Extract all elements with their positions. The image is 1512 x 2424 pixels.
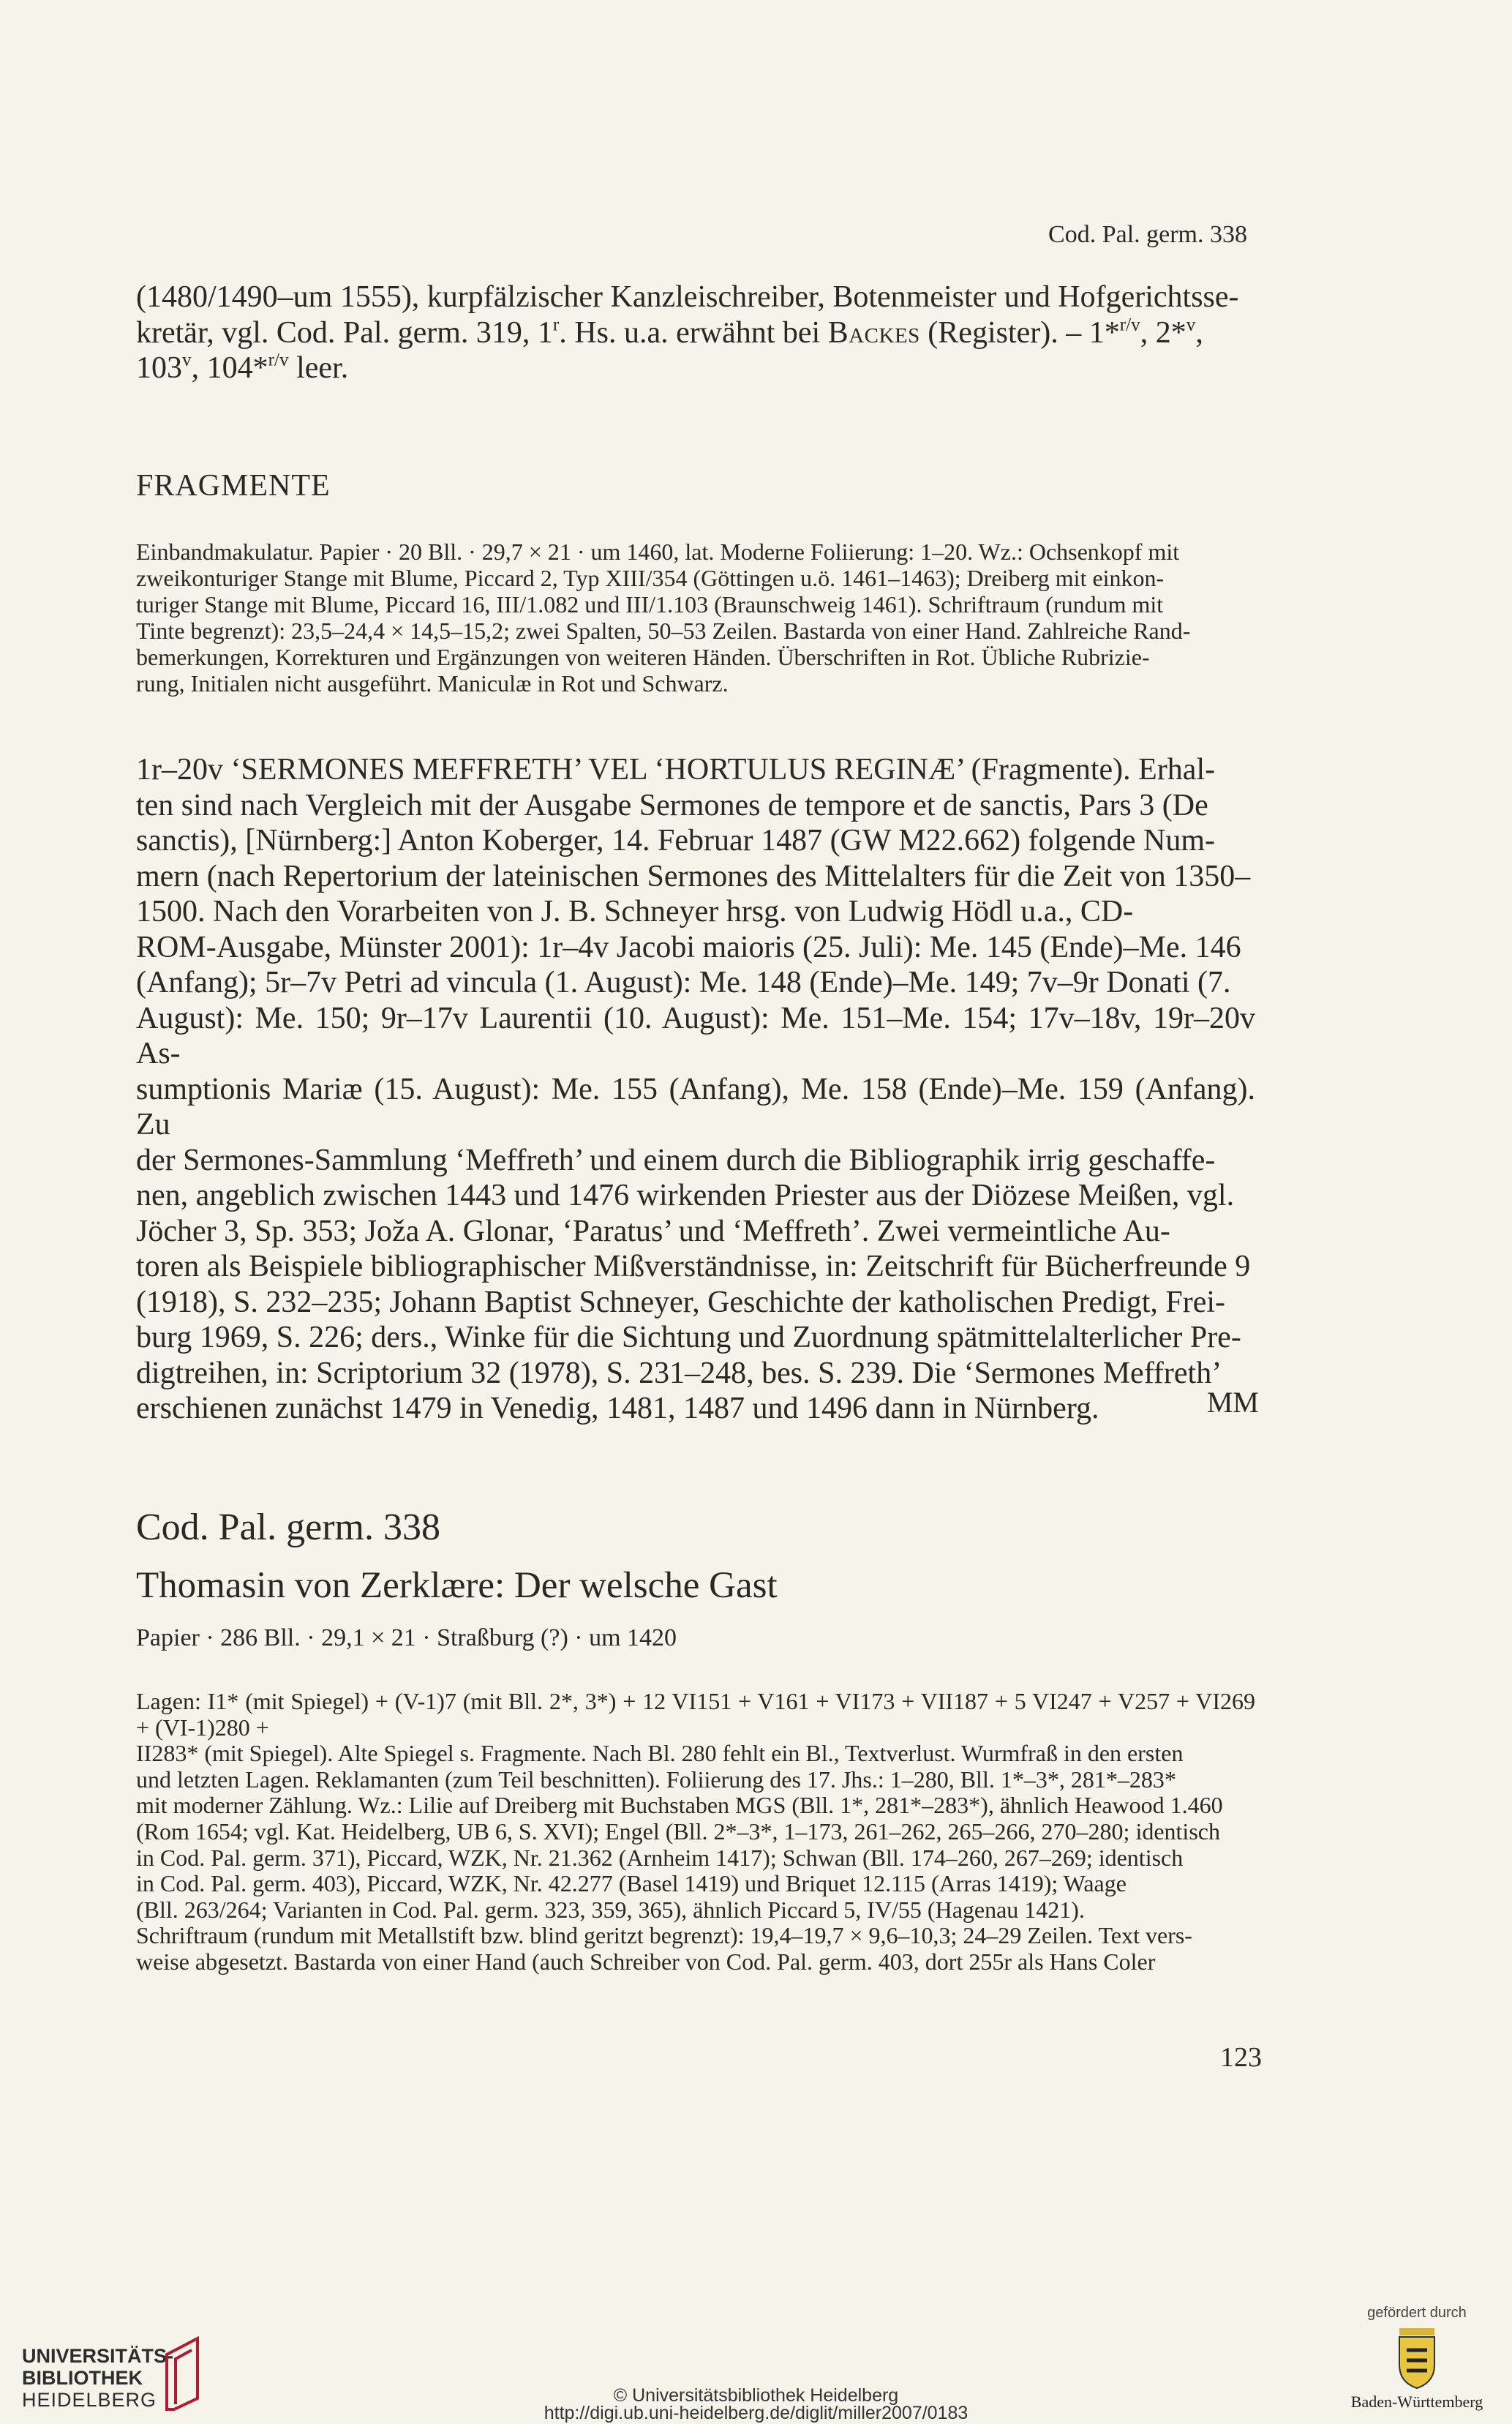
library-name-line: HEIDELBERG [22,2389,157,2411]
sermones-line: (1918), S. 232–235; Johann Baptist Schneyer, Geschichte der katholischen Predigt, Frei- [136,1285,1226,1319]
sermones-line: 1500. Nach den Vorarbeiten von J. B. Schneyer hrsg. von Ludwig Hödl u.a., CD- [136,895,1134,928]
permalink-url[interactable]: http://digi.ub.uni-heidelberg.de/diglit/miller2007/0183 [544,2403,968,2423]
codex-summary: Papier · 286 Bll. · 29,1 × 21 · Straßburg (?) · um 1420 [136,1624,677,1651]
fragments-line: Tinte begrenzt): 23,5–24,4 × 14,5–15,2; zwei Spalten, 50–53 Zeilen. Bastarda von einer Hand. Zahlreiche Rand- [136,618,1191,644]
fragments-line: Einbandmakulatur. Papier · 20 Bll. · 29,7 × 21 · um 1460, lat. Moderne Foliierung: 1–20. Wz.: Ochsenkopf mit [136,539,1180,565]
running-head: Cod. Pal. germ. 338 [1048,221,1247,248]
intro-line-3: 103$^v$, 104*$^{r/v}$ leer. [136,350,349,385]
sermones-line: August): Me. 150; 9r–17v Laurentii (10. August): Me. 151–Me. 154; 17v–18v, 19r–20v As- [136,1001,1255,1070]
library-name-line: BIBLIOTHEK [22,2367,143,2389]
fragments-line: turiger Stange mit Blume, Piccard 16, III/1.082 und III/1.103 (Braunschweig 1461). Schriftraum (rundum mit [136,591,1164,618]
lagen-line: Lagen: I1* (mit Spiegel) + (V-1)7 (mit Bll. 2*, 3*) + 12 VI151 + V161 + VI173 + VII187 + 5 VI247 + V257 + VI269 + (VI-1)280 + [136,1688,1255,1741]
lagen-line: in Cod. Pal. germ. 403), Piccard, WZK, Nr. 42.277 (Basel 1419) und Briquet 12.115 (Arras 1419); Waage [136,1870,1127,1897]
lagen-line: in Cod. Pal. germ. 371), Piccard, WZK, Nr. 21.362 (Arnheim 1417); Schwan (Bll. 174–260, 267–269; identisch [136,1844,1184,1871]
lagen-line: (Rom 1654; vgl. Kat. Heidelberg, UB 6, S. XVI); Engel (Bll. 2*–3*, 1–173, 261–262, 265–266, 270–280; identisch [136,1817,1220,1845]
fragments-description [136,539,1255,697]
lagen-line: weise abgesetzt. Bastarda von einer Hand (auch Schreiber von Cod. Pal. germ. 403, dort 255r als Hans Coler [136,1948,1156,1975]
library-name-line: UNIVERSITÄTS- [22,2345,174,2367]
lagen-line: Schriftraum (rundum mit Metallstift bzw. blind geritzt begrenzt): 19,4–19,7 × 9,6–10,3; 24–29 Zeilen. Text vers- [136,1922,1192,1949]
sermones-line: erschienen zunächst 1479 in Venedig, 1481, 1487 und 1496 dann in Nürnberg. [136,1392,1099,1425]
copyright-notice: © Universitätsbibliothek Heidelberg [613,2385,899,2406]
page-number: 123 [1220,2042,1262,2073]
sermones-line: toren als Beispiele bibliographischer Mißverständnisse, in: Zeitschrift für Bücherfreunde 9 [136,1250,1251,1283]
sermones-paragraph [136,752,1255,1427]
author-signature: MM [1206,1386,1259,1419]
lagen-line: mit moderner Zählung. Wz.: Lilie auf Dreiberg mit Buchstaben MGS (Bll. 1*, 281*–283*), ähnlich Heawood 1.460 [136,1792,1223,1819]
fragments-line: rung, Initialen nicht ausgeführt. Maniculæ in Rot und Schwarz. [136,670,729,697]
coat-of-arms-icon [1395,2325,1439,2393]
lagen-line: und letzten Lagen. Reklamanten (zum Teil beschnitten). Foliierung des 17. Jhs.: 1–280, Bll. 1*–3*, 281*–283* [136,1766,1176,1793]
sermones-line: burg 1969, S. 226; ders., Winke für die Sichtung und Zuordnung spätmittelalterlicher Pre- [136,1321,1241,1354]
intro-line-1: (1480/1490–um 1555), kurpfälzischer Kanzleischreiber, Botenmeister und Hofgerichtsse- [136,280,1239,314]
sermones-line: ROM-Ausgabe, Münster 2001): 1r–4v Jacobi maioris (25. Juli): Me. 145 (Ende)–Me. 146 [136,930,1241,964]
sermones-line: sanctis), [Nürnberg:] Anton Koberger, 14. Februar 1487 (GW M22.662) folgende Num- [136,824,1216,858]
fragments-line: zweikonturiger Stange mit Blume, Piccard 2, Typ XIII/354 (Göttingen u.ö. 1461–1463); Dreiberg mit einkon- [136,565,1165,591]
funder-name: Baden-Württemberg [1350,2393,1483,2411]
codex-title: Cod. Pal. germ. 338 [136,1506,440,1548]
lagen-line: II283* (mit Spiegel). Alte Spiegel s. Fragmente. Nach Bl. 280 fehlt ein Bl., Textverlust. Wurmfraß in den ersten [136,1740,1184,1767]
sermones-line: der Sermones-Sammlung ‘Meffreth’ und einem durch die Bibliographik irrig geschaffe- [136,1143,1216,1177]
sermones-line: nen, angeblich zwischen 1443 und 1476 wirkenden Priester aus der Diözese Meißen, vgl. [136,1179,1235,1212]
intro-paragraph [136,279,1255,386]
lagen-paragraph [136,1689,1255,1975]
lagen-line: (Bll. 263/264; Varianten in Cod. Pal. germ. 323, 359, 365), ähnlich Piccard 5, IV/55 (Hagenau 1421). [136,1896,1085,1923]
work-title: Thomasin von Zerklære: Der welsche Gast [136,1565,778,1606]
fragments-line: bemerkungen, Korrekturen und Ergänzungen von weiteren Händen. Überschriften in Rot. Übliche Rubrizie- [136,644,1150,670]
footer-bar [0,2305,1512,2423]
sermones-line: sumptionis Mariæ (15. August): Me. 155 (Anfang), Me. 158 (Ende)–Me. 159 (Anfang). Zu [136,1072,1255,1141]
intro-line-2: kretär, vgl. Cod. Pal. germ. 319, 1$^r$. Hs. u.a. erwähnt bei Backes (Register). – 1*$^{r/v}$, 2*$^v$, [136,315,1203,350]
sermones-line: mern (nach Repertorium der lateinischen Sermones des Mittelalters für die Zeit von 1350– [136,859,1251,893]
sermones-line: ten sind nach Vergleich mit der Ausgabe Sermones de tempore et de sanctis, Pars 3 (De [136,788,1208,822]
sermones-line: Jöcher 3, Sp. 353; Joža A. Glonar, ‘Paratus’ und ‘Meffreth’. Zwei vermeintliche Au- [136,1214,1170,1248]
sermones-line: 1r–20v ‘SERMONES MEFFRETH’ VEL ‘HORTULUS REGINÆ’ (Fragmente). Erhal- [136,753,1216,787]
funded-by-label: gefördert durch [1367,2305,1467,2321]
sermones-line: (Anfang); 5r–7v Petri ad vincula (1. August): Me. 148 (Ende)–Me. 149; 7v–9r Donati (7. [136,966,1231,999]
sermones-line: digtreihen, in: Scriptorium 32 (1978), S. 231–248, bes. S. 239. Die ‘Sermones Meffreth’ [136,1356,1222,1390]
fragments-heading: FRAGMENTE [136,469,331,503]
